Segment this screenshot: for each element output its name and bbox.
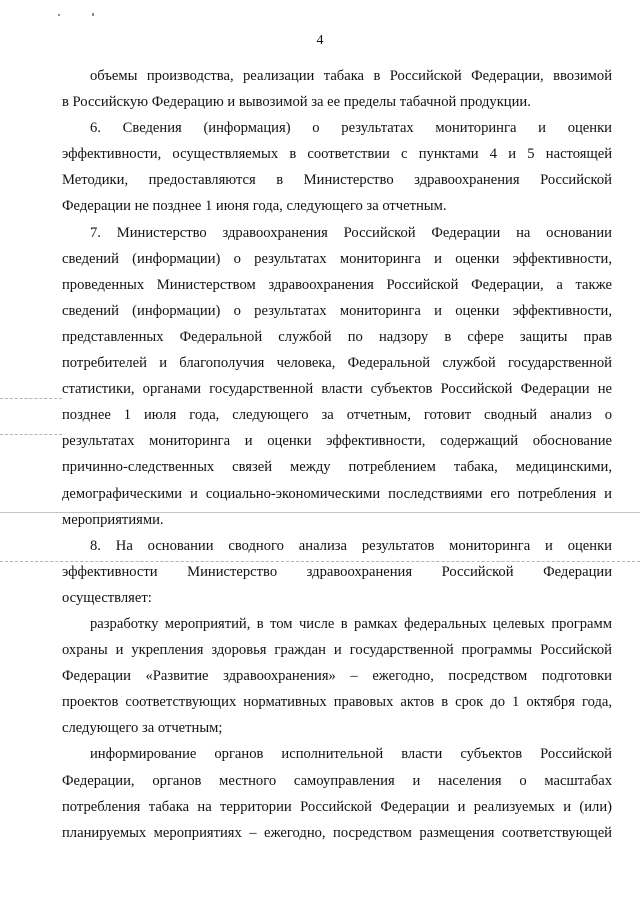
text-line: результатах мониторинга и оценки эффективности, содержащий обоснование: [62, 433, 612, 450]
text-line: объемы производства, реализации табака в Российской Федерации, ввозимой: [90, 68, 612, 84]
paragraph-p8: [62, 533, 612, 611]
text-line: разработку мероприятий, в том числе в рамках федеральных целевых программ: [90, 615, 612, 632]
text-line: Методики, предоставляются в Министерство здравоохранения Российской: [62, 172, 612, 189]
text-line: 8. На основании сводного анализа результатов мониторинга и оценки: [90, 537, 612, 554]
text-line: следующего за отчетным;: [62, 720, 223, 737]
text-line: проведенных Министерством здравоохранения Российской Федерации, а также: [62, 276, 612, 293]
paragraph-p7: [62, 220, 612, 533]
scan-dash-line: [0, 398, 62, 399]
text-line: представленных Федеральной службой по надзору в сфере защиты прав: [62, 328, 612, 345]
paragraph-p8-item1: [62, 611, 612, 741]
text-line: охраны и укрепления здоровья граждан и государственной программы Российской: [62, 642, 612, 659]
text-line: позднее 1 июля года, следующего за отчетным, готовит сводный анализ о: [62, 407, 612, 424]
text-line: причинно-следственных связей между потреблением табака, медицинскими,: [62, 459, 612, 476]
text-line: 7. Министерство здравоохранения Российской Федерации на основании: [90, 224, 612, 241]
text-line: проектов соответствующих нормативных правовых актов в срок до 1 октября года,: [62, 694, 612, 711]
text-line: статистики, органами государственной власти субъектов Российской Федерации не: [62, 381, 612, 398]
scan-speck: [58, 14, 60, 16]
paragraph-p-continuation: [62, 63, 612, 115]
text-line: в Российскую Федерацию и вывозимой за ее пределы табачной продукции.: [62, 94, 531, 111]
text-line: сведений (информации) о результатах мониторинга и оценки эффективности,: [62, 250, 612, 267]
text-line: мероприятиями.: [62, 511, 164, 528]
text-line: 6. Сведения (информация) о результатах мониторинга и оценки: [90, 120, 612, 137]
text-line: эффективности, осуществляемых в соответствии с пунктами 4 и 5 настоящей: [62, 146, 612, 163]
text-line: Федерации «Развитие здравоохранения» – ежегодно, посредством подготовки: [62, 668, 612, 685]
text-line: информирование органов исполнительной власти субъектов Российской: [90, 746, 612, 763]
text-line: осуществляет:: [62, 589, 152, 606]
text-line: эффективности Министерство здравоохранения Российской Федерации: [62, 563, 612, 580]
page-number: 4: [316, 33, 324, 48]
text-line: Федерации не позднее 1 июня года, следующего за отчетным.: [62, 198, 447, 215]
text-line: демографическими и социально-экономическими последствиями его потребления и: [62, 485, 612, 502]
text-line: планируемых мероприятиях – ежегодно, посредством размещения соответствующей: [62, 824, 612, 841]
body-text: [62, 63, 612, 846]
text-line: сведений (информации) о результатах мониторинга и оценки эффективности,: [62, 302, 612, 319]
paragraph-p6: [62, 115, 612, 219]
scan-dash-line: [0, 434, 62, 435]
text-line: потребления табака на территории Российской Федерации и реализуемых и (или): [62, 798, 612, 815]
text-line: потребителей и благополучия человека, Федеральной службой государственной: [62, 355, 612, 372]
scan-speck: [92, 13, 94, 16]
paragraph-p8-item2: [62, 741, 612, 845]
text-line: Федерации, органов местного самоуправления и населения о масштабах: [62, 772, 612, 789]
